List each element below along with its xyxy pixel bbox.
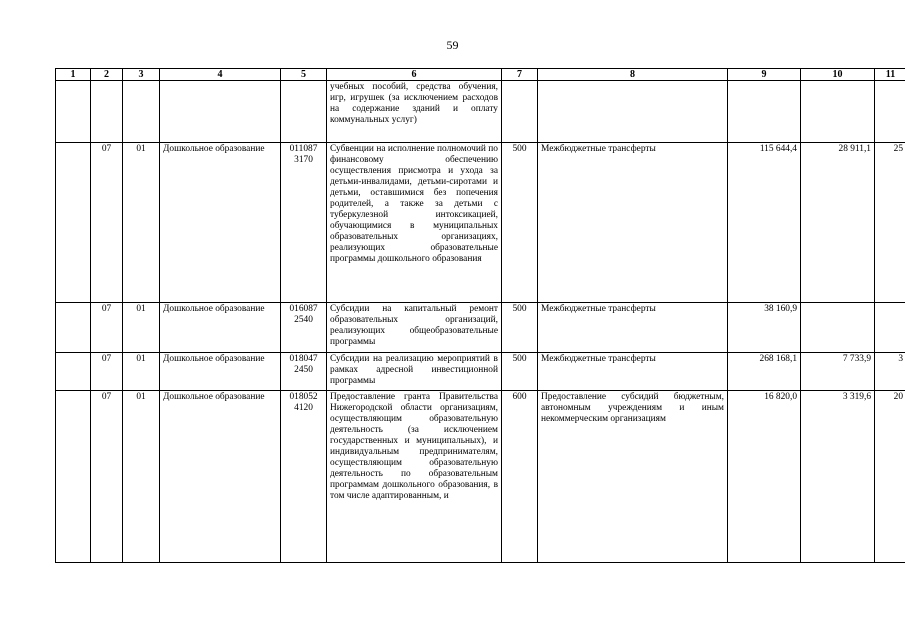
col-header: 8 bbox=[538, 69, 728, 81]
cell-amount: 268 168,1 bbox=[728, 353, 801, 391]
cell-section: 07 bbox=[91, 391, 123, 563]
cell-subsection: 01 bbox=[123, 391, 160, 563]
cell-type-name bbox=[538, 81, 728, 143]
cell-amount-2: 7 733,9 bbox=[801, 353, 875, 391]
col-header: 9 bbox=[728, 69, 801, 81]
cell-type-code: 500 bbox=[502, 303, 538, 353]
cell-code: 011087 3170 bbox=[281, 143, 327, 303]
cell-section-name: Дошкольное образование bbox=[160, 391, 281, 563]
cell-amount: 115 644,4 bbox=[728, 143, 801, 303]
col-header: 7 bbox=[502, 69, 538, 81]
cell-type-code: 500 bbox=[502, 353, 538, 391]
cell-code bbox=[281, 81, 327, 143]
cell-type-name: Предоставление субсидий бюджетным, автономным учреждениям и иным некоммерческим организациям bbox=[538, 391, 728, 563]
cell-type-code: 500 bbox=[502, 143, 538, 303]
col-header: 1 bbox=[56, 69, 91, 81]
cell-type-name: Межбюджетные трансферты bbox=[538, 353, 728, 391]
cell-section-name: Дошкольное образование bbox=[160, 353, 281, 391]
col-header: 6 bbox=[327, 69, 502, 81]
cell-amount bbox=[728, 81, 801, 143]
cell-type-code bbox=[502, 81, 538, 143]
cell-section: 07 bbox=[91, 303, 123, 353]
col-header: 2 bbox=[91, 69, 123, 81]
header-row bbox=[56, 69, 905, 81]
cell-col1 bbox=[56, 353, 91, 391]
cell-description: Субвенции на исполнение полномочий по финансовому обеспечению осуществления присмотра и ухода за детьми-инвалидами, детьми-сиротами и детьми, оставшимися без попечения родителей, а также за детьми с туберкулезной интоксикацией, обучающимися в муниципальных образовательных организациях, реализующих образовательные программы дошкольного образования bbox=[327, 143, 502, 303]
cell-percent bbox=[875, 81, 905, 143]
cell-type-name: Межбюджетные трансферты bbox=[538, 143, 728, 303]
cell-percent bbox=[875, 303, 905, 353]
cell-percent: 25 bbox=[875, 143, 905, 303]
table-row bbox=[56, 143, 905, 303]
cell-percent: 20 bbox=[875, 391, 905, 563]
cell-subsection bbox=[123, 81, 160, 143]
cell-col1 bbox=[56, 391, 91, 563]
cell-type-name: Межбюджетные трансферты bbox=[538, 303, 728, 353]
cell-subsection: 01 bbox=[123, 143, 160, 303]
cell-amount-2: 28 911,1 bbox=[801, 143, 875, 303]
col-header: 10 bbox=[801, 69, 875, 81]
page-number: 59 bbox=[446, 38, 459, 52]
cell-subsection: 01 bbox=[123, 303, 160, 353]
cell-code: 018047 2450 bbox=[281, 353, 327, 391]
cell-description: Субсидии на капитальный ремонт образовательных организаций, реализующих общеобразовательные программы bbox=[327, 303, 502, 353]
cell-col1 bbox=[56, 81, 91, 143]
cell-description: учебных пособий, средства обучения, игр, игрушек (за исключением расходов на содержание зданий и оплату коммунальных услуг) bbox=[327, 81, 502, 143]
budget-table bbox=[55, 68, 905, 563]
table-row bbox=[56, 81, 905, 143]
table-row bbox=[56, 303, 905, 353]
cell-section: 07 bbox=[91, 143, 123, 303]
cell-amount: 16 820,0 bbox=[728, 391, 801, 563]
col-header: 5 bbox=[281, 69, 327, 81]
cell-amount: 38 160,9 bbox=[728, 303, 801, 353]
table-row bbox=[56, 391, 905, 563]
col-header: 11 bbox=[875, 69, 905, 81]
cell-code: 016087 2540 bbox=[281, 303, 327, 353]
cell-amount-2 bbox=[801, 81, 875, 143]
table-row bbox=[56, 353, 905, 391]
cell-col1 bbox=[56, 143, 91, 303]
cell-percent: 3 bbox=[875, 353, 905, 391]
cell-amount-2 bbox=[801, 303, 875, 353]
cell-section-name: Дошкольное образование bbox=[160, 303, 281, 353]
cell-description: Субсидии на реализацию мероприятий в рамках адресной инвестиционной программы bbox=[327, 353, 502, 391]
col-header: 3 bbox=[123, 69, 160, 81]
cell-section bbox=[91, 81, 123, 143]
cell-type-code: 600 bbox=[502, 391, 538, 563]
cell-subsection: 01 bbox=[123, 353, 160, 391]
cell-description: Предоставление гранта Правительства Нижегородской области организациям, осуществляющим образовательную деятельность (за исключением государственных и муниципальных), и индивидуальным предпринимателям, осуществляющим образовательную деятельность по образовательным программам дошкольного образования, в том числе адаптированным, и bbox=[327, 391, 502, 563]
cell-code: 018052 4120 bbox=[281, 391, 327, 563]
cell-section-name bbox=[160, 81, 281, 143]
cell-col1 bbox=[56, 303, 91, 353]
cell-section: 07 bbox=[91, 353, 123, 391]
cell-amount-2: 3 319,6 bbox=[801, 391, 875, 563]
cell-section-name: Дошкольное образование bbox=[160, 143, 281, 303]
col-header: 4 bbox=[160, 69, 281, 81]
